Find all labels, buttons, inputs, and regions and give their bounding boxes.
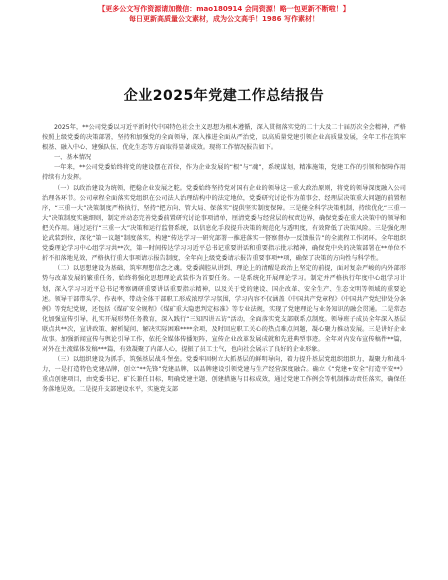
political-building-paragraph: （一）以政治建设为统领，把稳企业发展之舵。党委始终坚持党对国有企业的领导这一重大政治原则，将党的领导深度融入公司治理各环节。公司章程全面落实党组织在公司法人治理结构中的法定地位，党委研究讨论作为董事会、经理层决策重大问题的前置程序，“三重一大”决策制度严格执行，坚持“把方向、管大局、保落实”提供坚实制度保障。三是健全科学决策机制，持续优化“三重一大”决策制度实施细则，制定并动态完善党委前置研究讨论事项清单，厘清党委与经营层的权责边界，确保党委在重大决策中的领导和把关作用。通过运行“三重一大”决策和运行监督系统，以信息化手段提升决策的规范化与透明度，有效降低了决策风险。三是强化理论武装到位，深化“第一议题”制度落实，构建“传达学习一研究部署一推进落实一督察督办一反馈报告”的全流程工作闭环。全年组织党委理论学习中心组学习共**次，第一时间传达学习习近平总书记重要讲话和重要指示批示精神，确保党中央的决策部署在**单位不折不扣落地见效，严格执行重大事项请示报告制度，全年向上级党委请示报告重要事项**项，确保了决策的方向性与科学性。 <box>42 184 406 263</box>
document-title: 企业2025年党建工作总结报告 <box>123 88 325 104</box>
promo-banner <box>0 4 448 24</box>
section-heading-basic-situation: 一、基本情况 <box>54 154 92 162</box>
ideological-building-paragraph: （二）以思想建设为基础，筑牢理想信念之魂。党委满腔从讲到、理论上的清醒是政治上坚定的前提，面对复杂严峻的内外部形势与改革发展的繁重任务，始终将强化思想理论武装作为首要任务。一是系统化开展理论学习。制定并严格执行年度中心组学习计划，深入学习习近平总书记考察调研重要讲话重要指示精神，以及关于党的建设、国企改革、安全生产、生态文明等领域的重要论述。领导干部带头学、作表率，带动全体干部职工形成浓厚学习氛围，学习内容不仅涵盖《中国共产党章程》《中国共产党纪律处分条例》等党纪党规，还包括《煤矿安全规程》《煤矿重大隐患判定标准》等专业法规，实现了党建理论与业务知识的融会贯通。二是常态化加强宣传引导，扎实开展形势任务教育，深入践行“三知四讲五访”活动，全面落实党支部联系点制度。领导班子成员全年深入基层联点共**次，宣讲政策、解析疑问、解决实际困难****余项，及时回应职工关心的热点难点问题，凝心聚力推动发展。三是讲好企业故事。加强新闻宣传与舆论引导工作，依托全媒体传播矩阵，宣传企业改革发展成就和先进典型事迹。全年对内发布宣传稿件**篇，对外在主流媒体发稿***篇，有效凝聚了内部人心，提振了员工士气，也向社会展示了良好的企业形象。 <box>42 265 406 354</box>
intro-paragraph: 2025年，**公司党委以习近平新时代中国特色社会主义思想为根本遵循，深入贯彻落实党的二十大及二十届历次全会精神，严格按照上级党委的决策部署，坚持和加强党的全面领导，深入推进全面从严治党，以高质量党建引领企业高质量发展，全年工作在筑牢根基、融入中心、建强队伍、优化生态等方面取得显著成效。现将工作情况报告如下。 <box>42 124 406 152</box>
organizational-building-paragraph: （三）以组织建设为抓手，筑强基层战斗堡垒。党委牢固树立大抓基层的鲜明导向，着力提升基层党组织组织力，凝聚力和战斗力，一是打造特色党建品牌，创立“**先锋”党建品牌，以品牌建设引领党建与生产经营深度融合。确立《“党建+安全”打造平安**》重点创建项目，由党委书记、矿长兼任目标，明确党建主题、创建措施与目标成效，通过党建工作例会等机制推动责任落实，确保任务落地见效。二是提升支部建设水平，实施党支部 <box>42 356 406 394</box>
promo-banner-line2: 每日更新高质量公文素材，成为公文高手！1986 写作素材！ <box>129 15 319 23</box>
document-body <box>42 123 406 396</box>
overview-paragraph: 一年来，**公司党委始终将党的建设摆在首位，作为企业发展的“根”与“魂”，系统谋划，精准施策，党建工作的引领和保障作用持续有力发挥。 <box>42 164 406 182</box>
promo-banner-line1: 【更多公文写作资源请加微信：mao180914 会同资源！略一包更新不断啦！】 <box>98 5 350 13</box>
